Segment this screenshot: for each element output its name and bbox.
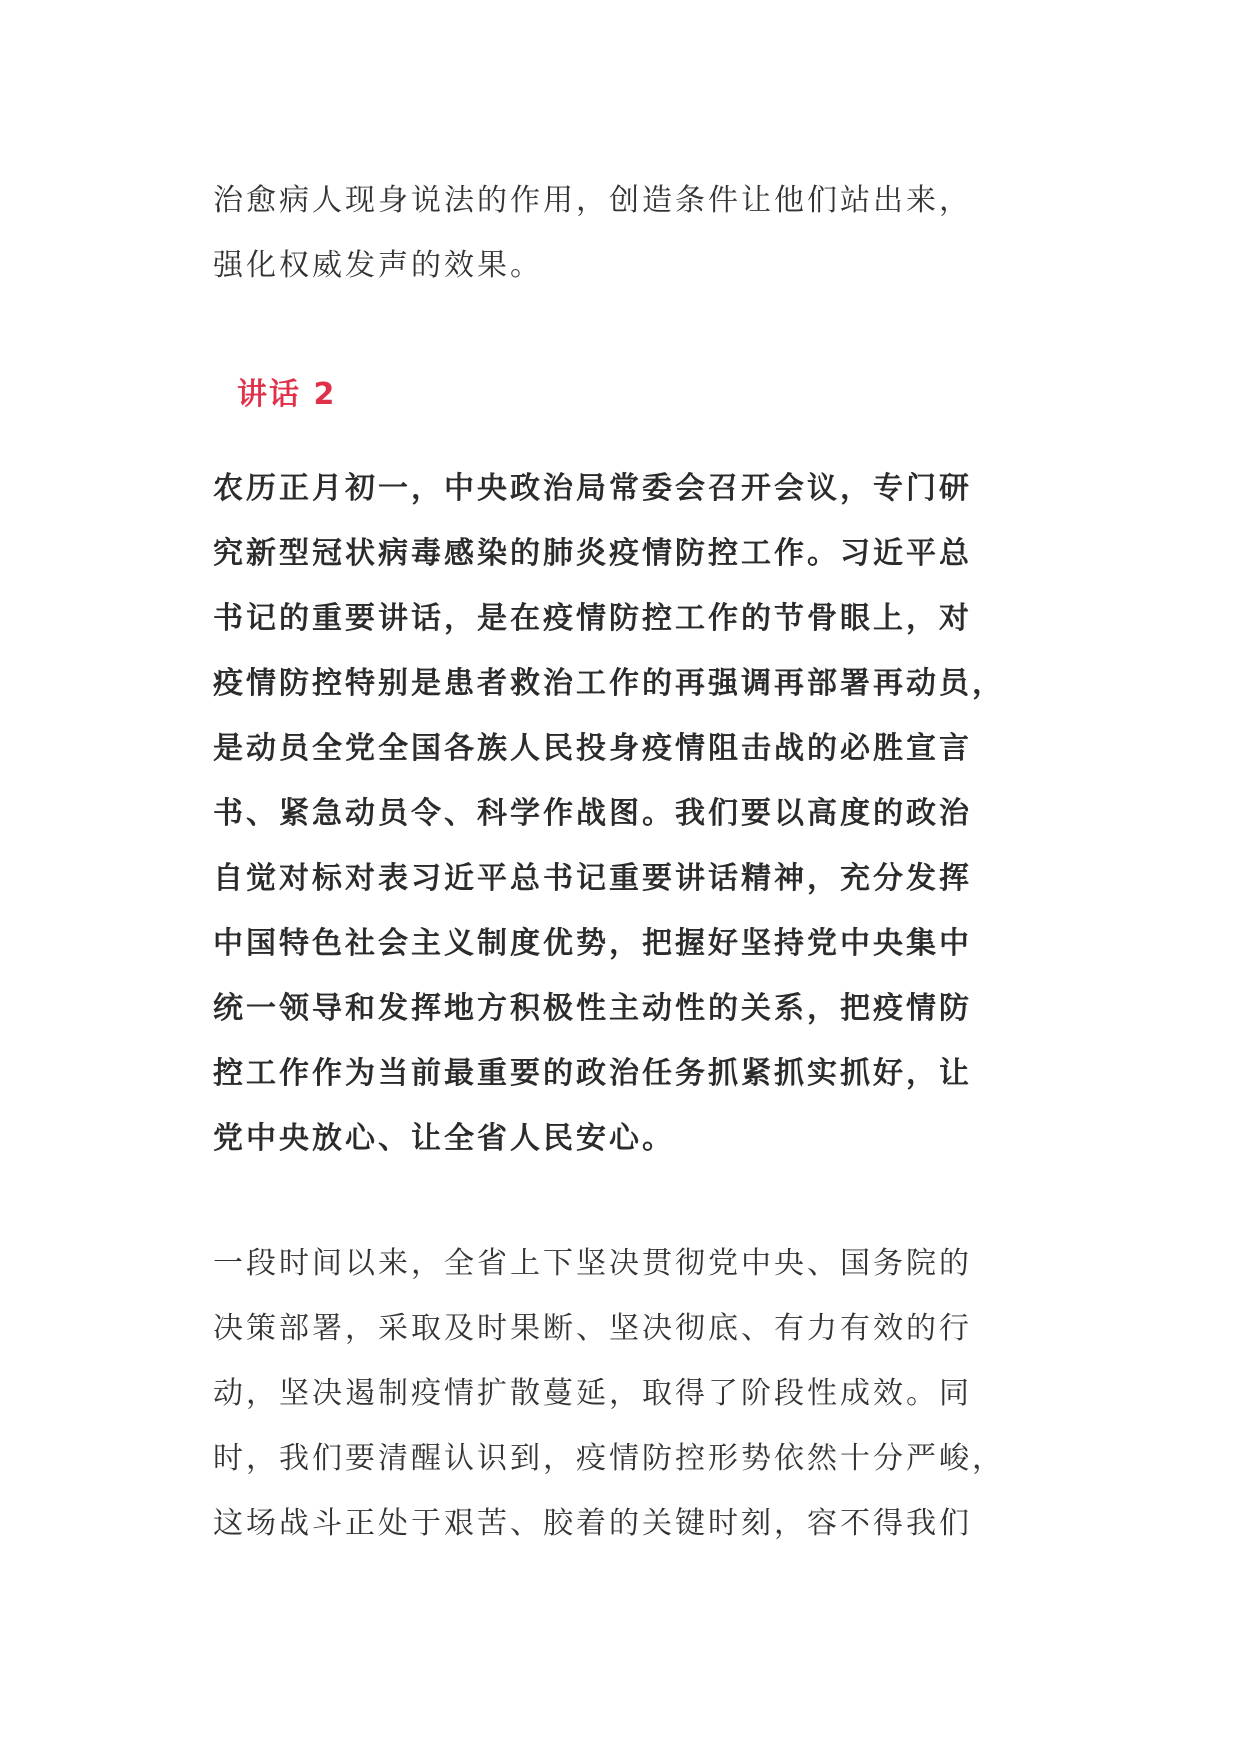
paragraph-line: 治愈病人现身说法的作用，创造条件让他们站出来， [213,183,972,218]
paragraph-line: 党中央放心、让全省人民安心。 [213,1121,675,1156]
paragraph-line: 决策部署，采取及时果断、坚决彻底、有力有效的行 [213,1311,972,1346]
intro-paragraph [213,168,1063,298]
paragraph-line: 时，我们要清醒认识到，疫情防控形势依然十分严峻， [213,1441,1005,1476]
section-heading: 讲话 2 [237,377,337,412]
bold-paragraph [213,456,1063,1171]
paragraph-line: 农历正月初一，中央政治局常委会召开会议，专门研 [213,471,972,506]
paragraph-line: 中国特色社会主义制度优势，把握好坚持党中央集中 [213,926,972,961]
paragraph-line: 书、紧急动员令、科学作战图。我们要以高度的政治 [213,796,972,831]
paragraph-line: 书记的重要讲话，是在疫情防控工作的节骨眼上，对 [213,601,972,636]
body-paragraph [213,1231,1063,1556]
paragraph-line: 是动员全党全国各族人民投身疫情阻击战的必胜宣言 [213,731,972,766]
paragraph-line: 统一领导和发挥地方积极性主动性的关系，把疫情防 [213,991,972,1026]
paragraph-line: 疫情防控特别是患者救治工作的再强调再部署再动员， [213,666,1005,701]
paragraph-line: 这场战斗正处于艰苦、胶着的关键时刻，容不得我们 [213,1506,972,1541]
paragraph-line: 自觉对标对表习近平总书记重要讲话精神，充分发挥 [213,861,972,896]
paragraph-line: 动，坚决遏制疫情扩散蔓延，取得了阶段性成效。同 [213,1376,972,1411]
paragraph-line: 究新型冠状病毒感染的肺炎疫情防控工作。习近平总 [213,536,972,571]
paragraph-line: 强化权威发声的效果。 [213,248,543,283]
paragraph-line: 一段时间以来，全省上下坚决贯彻党中央、国务院的 [213,1246,972,1281]
paragraph-line: 控工作作为当前最重要的政治任务抓紧抓实抓好，让 [213,1056,972,1091]
